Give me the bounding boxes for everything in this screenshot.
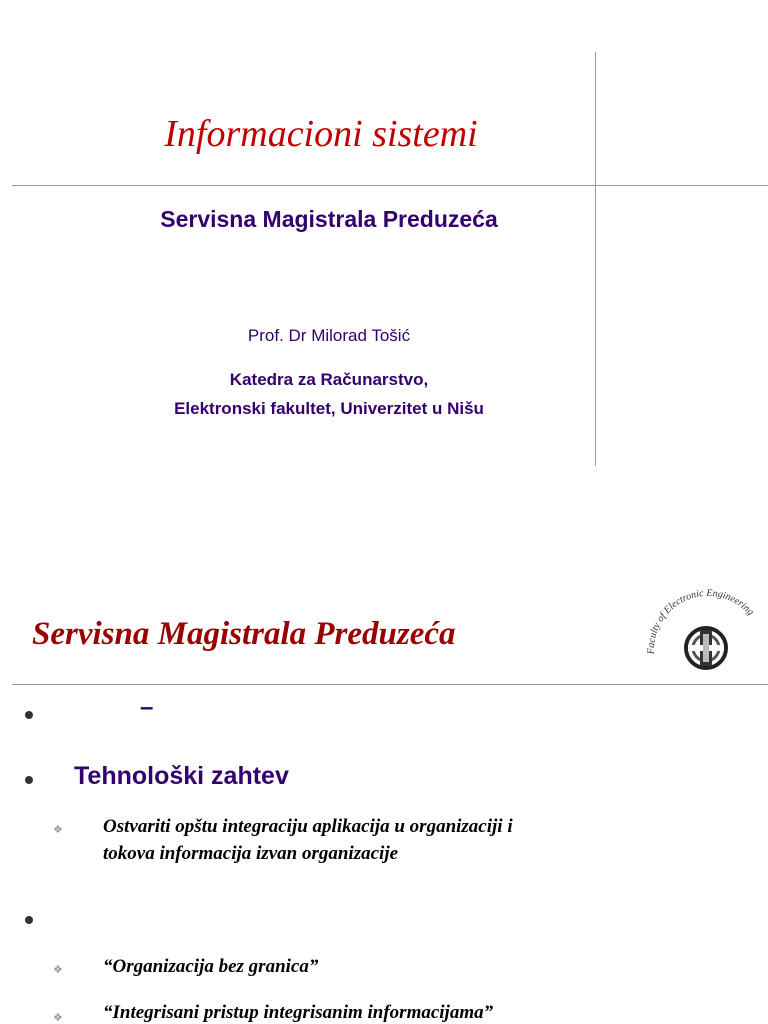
- diamond-bullet-icon: ❖: [53, 1012, 63, 1024]
- slide1-title: Informacioni sistemi: [164, 113, 478, 155]
- faculty-logo: [644, 588, 768, 680]
- slide1-department-line1: Katedra za Računarstvo,: [229, 370, 429, 389]
- diamond-bullet-icon: ❖: [53, 824, 63, 836]
- svg-text:Faculty of Electronic Engineer: Faculty of Electronic Engineering: [645, 588, 756, 655]
- bullet2-sub-line2: tokova informacija izvan organizacije: [103, 843, 399, 864]
- bullet-dot-icon: [25, 711, 33, 719]
- bullet2-text: Tehnološki zahtev: [74, 762, 289, 790]
- slide1-author: Prof. Dr Milorad Tošić: [247, 326, 411, 345]
- bullet-dot-icon: [25, 916, 33, 924]
- bullet1-dash: –: [140, 694, 154, 721]
- bullet-dot-icon: [25, 776, 33, 784]
- faculty-logo-icon: [644, 588, 768, 680]
- bullet2-sub-line1: Ostvariti opštu integraciju aplikacija u organizaciji i: [103, 816, 513, 837]
- slide2-title: Servisna Magistrala Preduzeća: [32, 616, 456, 652]
- slide1-subtitle: Servisna Magistrala Preduzeća: [160, 206, 498, 232]
- slide1-department-line2: Elektronski fakultet, Univerzitet u Nišu: [174, 399, 484, 418]
- diamond-bullet-icon: ❖: [53, 964, 63, 976]
- bullet3-sub2: “Integrisani pristup integrisanim informacijama”: [103, 1002, 494, 1023]
- bullet3-sub1: “Organizacija bez granica”: [103, 956, 319, 977]
- slide1-horizontal-rule: [12, 185, 768, 186]
- slide2-horizontal-rule: [12, 684, 768, 685]
